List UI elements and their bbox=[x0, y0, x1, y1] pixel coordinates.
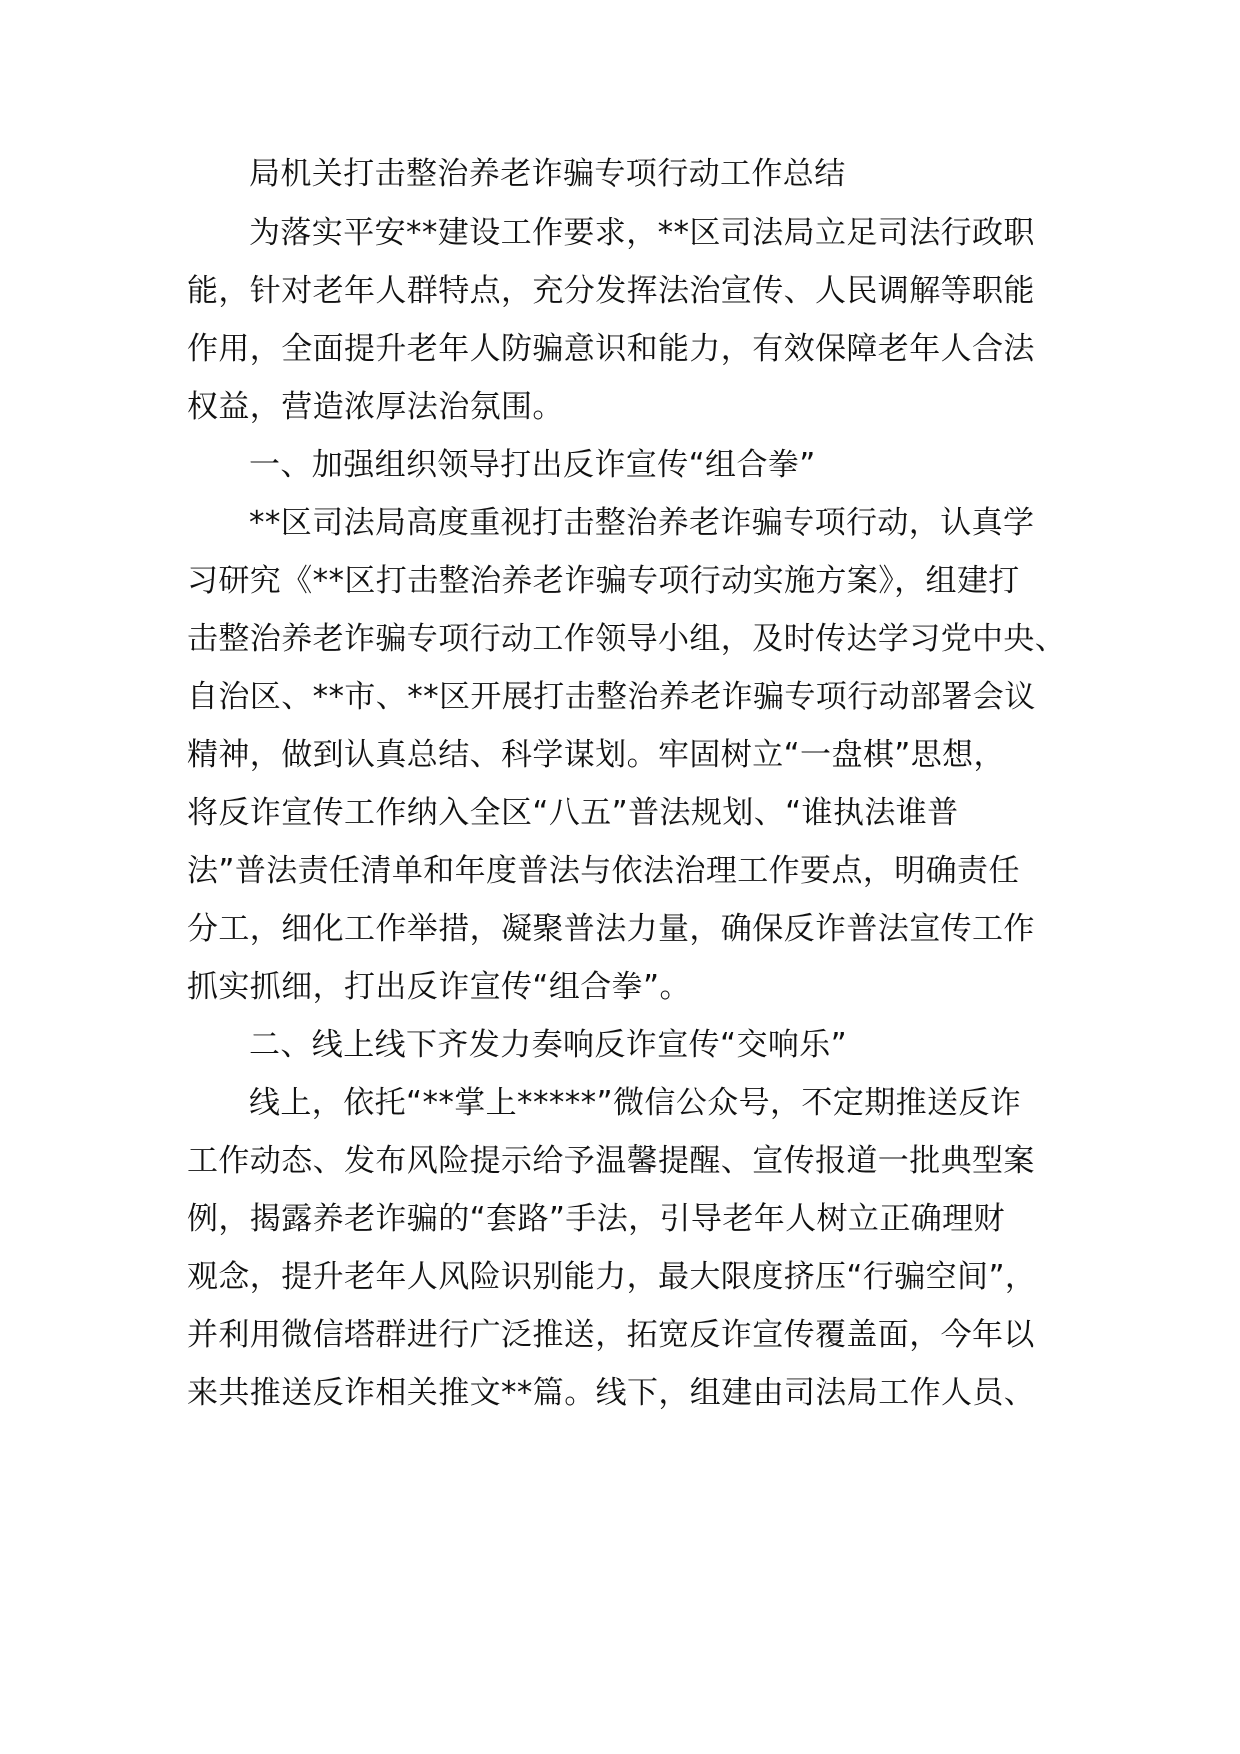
paragraph-line: 工作动态、发布风险提示给予温馨提醒、宣传报道一批典型案 bbox=[187, 1143, 1035, 1179]
paragraph-line: 精神，做到认真总结、科学谋划。牢固树立“一盘棋”思想， bbox=[187, 737, 1005, 773]
paragraph-line: 抓实抓细，打出反诈宣传“组合拳”。 bbox=[187, 969, 691, 1005]
document-title: 局机关打击整治养老诈骗专项行动工作总结 bbox=[249, 156, 846, 192]
paragraph-line: 能，针对老年人群特点，充分发挥法治宣传、人民调解等职能 bbox=[187, 273, 1035, 309]
paragraph-line: 自治区、**市、**区开展打击整治养老诈骗专项行动部署会议 bbox=[187, 679, 1036, 715]
paragraph-line: 作用，全面提升老年人防骗意识和能力，有效保障老年人合法 bbox=[187, 331, 1035, 367]
paragraph-line: 法”普法责任清单和年度普法与依法治理工作要点，明确责任 bbox=[187, 853, 1020, 889]
paragraph-line: 习研究《**区打击整治养老诈骗专项行动实施方案》，组建打 bbox=[187, 563, 1020, 599]
section-heading-1: 一、加强组织领导打出反诈宣传“组合拳” bbox=[249, 447, 816, 483]
section-heading-2: 二、线上线下齐发力奏响反诈宣传“交响乐” bbox=[249, 1027, 848, 1063]
paragraph-line: 观念，提升老年人风险识别能力，最大限度挤压“行骗空间”， bbox=[187, 1259, 1037, 1295]
paragraph-line: 将反诈宣传工作纳入全区“八五”普法规划、“谁执法谁普 bbox=[187, 795, 959, 831]
paragraph-line: 为落实平安**建设工作要求，**区司法局立足司法行政职 bbox=[249, 215, 1035, 251]
paragraph-line: 例，揭露养老诈骗的“套路”手法，引导老年人树立正确理财 bbox=[187, 1201, 1005, 1237]
paragraph-line: 并利用微信塔群进行广泛推送，拓宽反诈宣传覆盖面，今年以 bbox=[187, 1317, 1035, 1353]
paragraph-line: 权益，营造浓厚法治氛围。 bbox=[187, 389, 564, 425]
paragraph-line: 线上，依托“**掌上*****”微信公众号，不定期推送反诈 bbox=[249, 1085, 1022, 1121]
paragraph-line: 分工，细化工作举措，凝聚普法力量，确保反诈普法宣传工作 bbox=[187, 911, 1035, 947]
paragraph-line: 来共推送反诈相关推文**篇。线下，组建由司法局工作人员、 bbox=[187, 1375, 1036, 1411]
paragraph-line: 击整治养老诈骗专项行动工作领导小组，及时传达学习党中央、 bbox=[187, 621, 1067, 657]
paragraph-line: **区司法局高度重视打击整治养老诈骗专项行动，认真学 bbox=[249, 505, 1035, 541]
